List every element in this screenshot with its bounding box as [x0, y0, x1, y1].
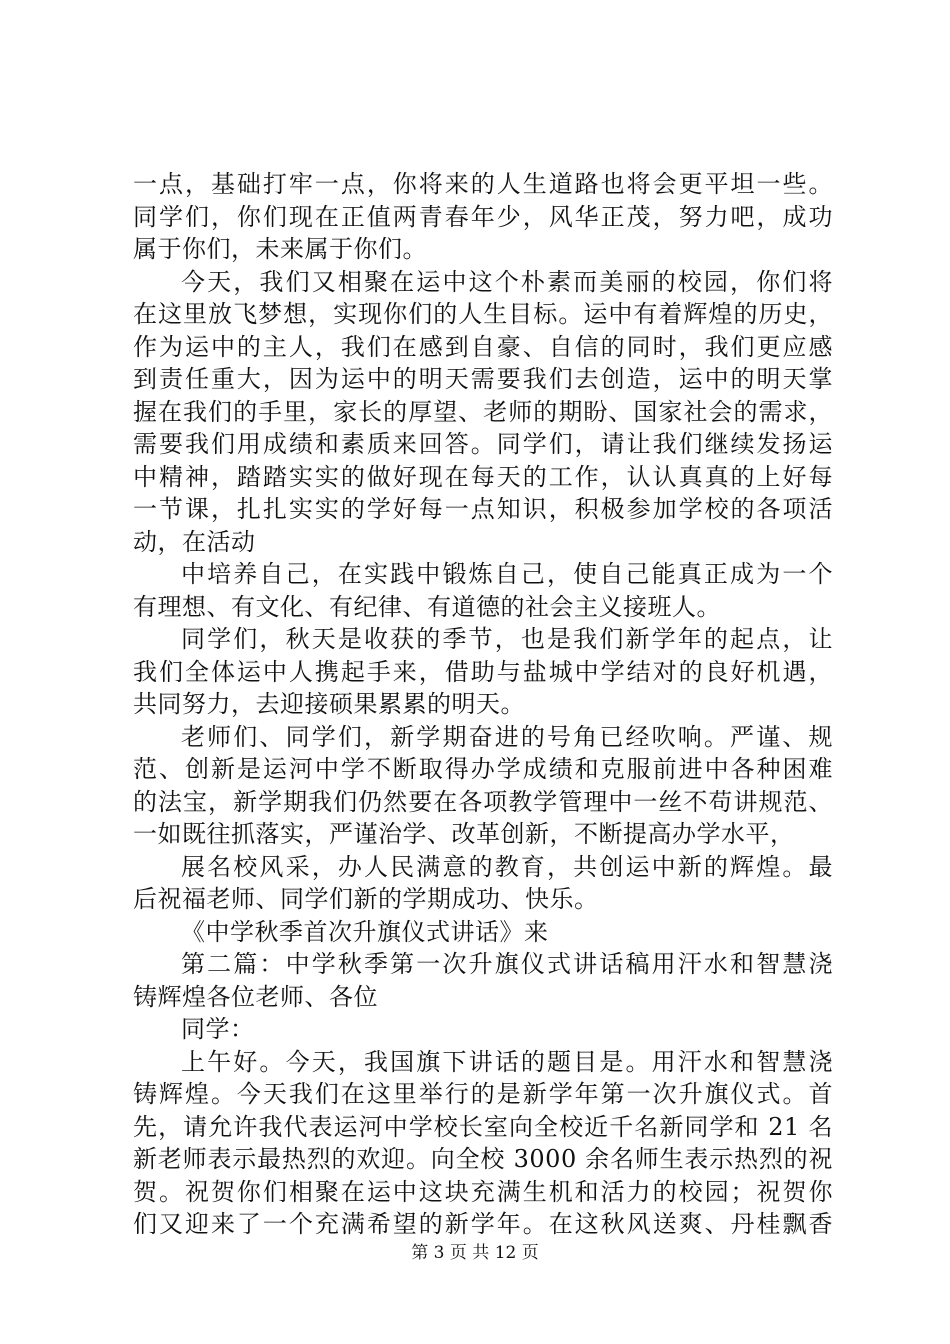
text-line: 们又迎来了一个充满希望的新学年。在这秋风送爽、丹桂飘香: [133, 1210, 833, 1238]
text-line: 中精神，踏踏实实的做好现在每天的工作，认认真真的上好每: [133, 462, 833, 491]
document-body: [133, 168, 833, 1241]
text-line: 今天，我们又相聚在运中这个朴素而美丽的校园，你们将: [181, 267, 833, 296]
text-line: 在这里放飞梦想，实现你们的人生目标。运中有着辉煌的历史，: [133, 300, 833, 328]
text-line: 一点，基础打牢一点，你将来的人生道路也将会更平坦一些。: [133, 170, 833, 198]
text-line: 铸辉煌各位老师、各位: [133, 982, 378, 1011]
text-line: 中培养自己，在实践中锻炼自己，使自己能真正成为一个: [181, 560, 833, 588]
text-line: 有理想、有文化、有纪律、有道德的社会主义接班人。: [133, 592, 721, 621]
text-line: 新老师表示最热烈的欢迎。向全校 3000 余名师生表示热烈的祝: [133, 1145, 833, 1173]
text-line: 一如既往抓落实，严谨治学、改革创新，不断提高办学水平，: [133, 820, 795, 848]
text-line: 的法宝，新学期我们仍然要在各项教学管理中一丝不苟讲规范、: [133, 787, 833, 816]
text-line: 同学：: [181, 1015, 255, 1043]
text-line: 上午好。今天，我国旗下讲话的题目是。用汗水和智慧浇: [181, 1047, 833, 1076]
text-line: 握在我们的手里，家长的厚望、老师的期盼、国家社会的需求，: [133, 397, 833, 426]
text-line: 贺。祝贺你们相聚在运中这块充满生机和活力的校园；祝贺你: [133, 1177, 833, 1206]
text-line: 后祝福老师、同学们新的学期成功、快乐。: [133, 885, 599, 913]
page-number-footer: 第 3 页 共 12 页: [411, 1243, 539, 1263]
text-line: 展名校风采，办人民满意的教育，共创运中新的辉煌。最: [181, 852, 833, 881]
text-line: 一节课，扎扎实实的学好每一点知识，积极参加学校的各项活: [133, 495, 833, 523]
text-line: 同学们，你们现在正值两青春年少，风华正茂，努力吧，成功: [133, 202, 833, 231]
text-line: 共同努力，去迎接硕果累累的明天。: [133, 690, 525, 718]
text-line: 同学们，秋天是收获的季节，也是我们新学年的起点，让: [181, 625, 833, 653]
text-line: 到责任重大，因为运中的明天需要我们去创造，运中的明天掌: [133, 365, 833, 393]
text-line: 老师们、同学们，新学期奋进的号角已经吹响。严谨、规: [181, 722, 833, 751]
text-line: 我们全体运中人携起手来，借助与盐城中学结对的良好机遇，: [133, 657, 833, 686]
text-line: 作为运中的主人，我们在感到自豪、自信的同时，我们更应感: [133, 332, 833, 361]
text-line: 《中学秋季首次升旗仪式讲话》来: [181, 917, 549, 946]
text-line: 需要我们用成绩和素质来回答。同学们，请让我们继续发扬运: [133, 430, 833, 458]
text-line: 第二篇：中学秋季第一次升旗仪式讲话稿用汗水和智慧浇: [181, 950, 833, 978]
text-line: 动，在活动: [133, 527, 256, 556]
text-line: 铸辉煌。今天我们在这里举行的是新学年第一次升旗仪式。首: [133, 1080, 833, 1108]
text-line: 属于你们，未来属于你们。: [133, 235, 427, 263]
text-line: 先，请允许我代表运河中学校长室向全校近千名新同学和 21 名: [133, 1112, 833, 1141]
text-line: 范、创新是运河中学不断取得办学成绩和克服前进中各种困难: [133, 755, 833, 783]
